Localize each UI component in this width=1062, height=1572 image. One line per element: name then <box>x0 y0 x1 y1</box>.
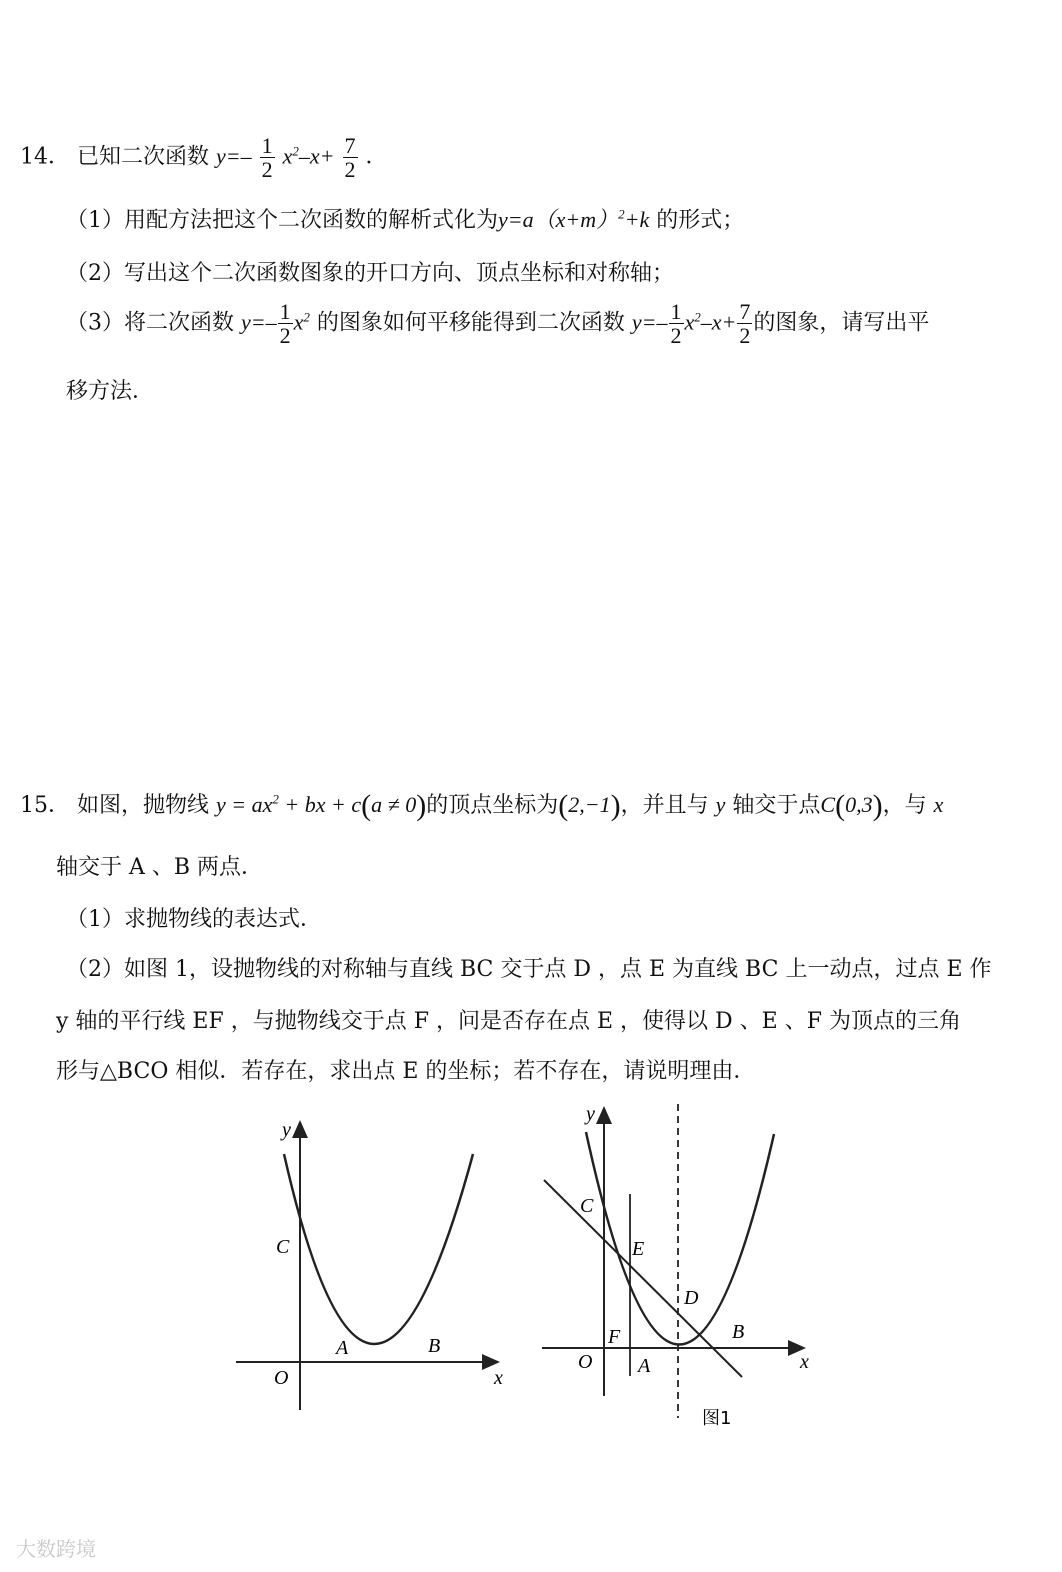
left-label-O: O <box>274 1367 289 1389</box>
q14-part2: （2）写出这个二次函数图象的开口方向、顶点坐标和对称轴； <box>66 261 674 286</box>
q14-stem-text: 已知二次函数 <box>77 144 210 170</box>
figure-caption: 图1 <box>702 1408 732 1429</box>
left-label-x: x <box>494 1367 503 1389</box>
right-label-x: x <box>800 1351 809 1373</box>
q15-stem: 15． 如图，抛物线 $y = ax^2$ + bx + c(a ≠ 0)的顶点坐标为(2,−1)，并且与 y 轴交于点C(0,3)，与 x <box>20 789 944 822</box>
q14-part3-line2: 移方法． <box>66 379 155 404</box>
right-parabola <box>586 1132 774 1345</box>
left-label-y: y <box>282 1119 291 1141</box>
left-parabola <box>284 1154 473 1344</box>
q15-equation: y = ax <box>216 792 273 817</box>
q14-x: x <box>282 143 293 169</box>
figure-left <box>230 1110 520 1410</box>
right-label-E: E <box>632 1238 645 1260</box>
right-label-y: y <box>586 1103 595 1125</box>
q15-condition: a ≠ 0 <box>371 792 417 817</box>
left-label-B: B <box>428 1335 441 1357</box>
q14-fraction-half: $\frac{1}{2}$ <box>261 133 273 183</box>
q14-number: 14． <box>20 144 70 170</box>
right-label-B: B <box>732 1321 745 1343</box>
q15-number: 15． <box>20 793 70 818</box>
q14-part1: （1）用配方法把这个二次函数的解析式化为$y=a(x+m)^2+k$ 的形式； <box>66 206 745 233</box>
left-label-C: C <box>276 1236 290 1258</box>
right-label-F: F <box>608 1326 621 1348</box>
left-label-A: A <box>336 1337 349 1359</box>
q15-c-coords: 0,3 <box>845 792 873 817</box>
right-label-D: D <box>684 1287 699 1309</box>
figure-right <box>536 1100 826 1430</box>
q15-vertex: 2,−1 <box>568 792 611 817</box>
q15-part2-line2: y 轴的平行线 EF ，与抛物线交于点 F ，问是否存在点 E ，使得以 D 、E 、F 为顶点的三角 <box>56 1009 961 1034</box>
right-label-O: O <box>578 1351 593 1373</box>
q14-fraction-seven: $\frac{7}{2}$ <box>344 133 356 183</box>
right-label-A: A <box>638 1355 651 1377</box>
q14-exp: 2 <box>292 143 299 159</box>
q14-stem <box>20 134 388 181</box>
q14-x-tail: –x+ <box>298 143 335 169</box>
q15-part2-line1: （2）如图 1，设抛物线的对称轴与直线 BC 交于点 D ，点 E 为直线 BC 上一动点，过点 E 作 <box>66 957 992 982</box>
q14-part3: （3）将二次函数 y=– $\frac{1}{2}$ $x^2$ 的图象如何平移能得到二次函数 y=– $\frac{1}{2}$ $x^2-x+$ $\frac{7}{2}$ 的图象，请写出平 <box>66 299 930 349</box>
q14-part1-formula: y=a（x+m） <box>498 207 619 232</box>
watermark-logo: 大数跨境 <box>16 1537 96 1561</box>
q14-y-eq: y=– <box>216 143 252 169</box>
q15-line2: 轴交于 A 、B 两点． <box>56 855 264 880</box>
q14-period: ． <box>365 144 388 170</box>
right-label-C: C <box>580 1195 594 1217</box>
q15-part1: （1）求抛物线的表达式． <box>66 907 322 932</box>
q15-part2-line3: 形与△BCO 相似．若存在，求出点 E 的坐标；若不存在，请说明理由． <box>56 1059 756 1084</box>
